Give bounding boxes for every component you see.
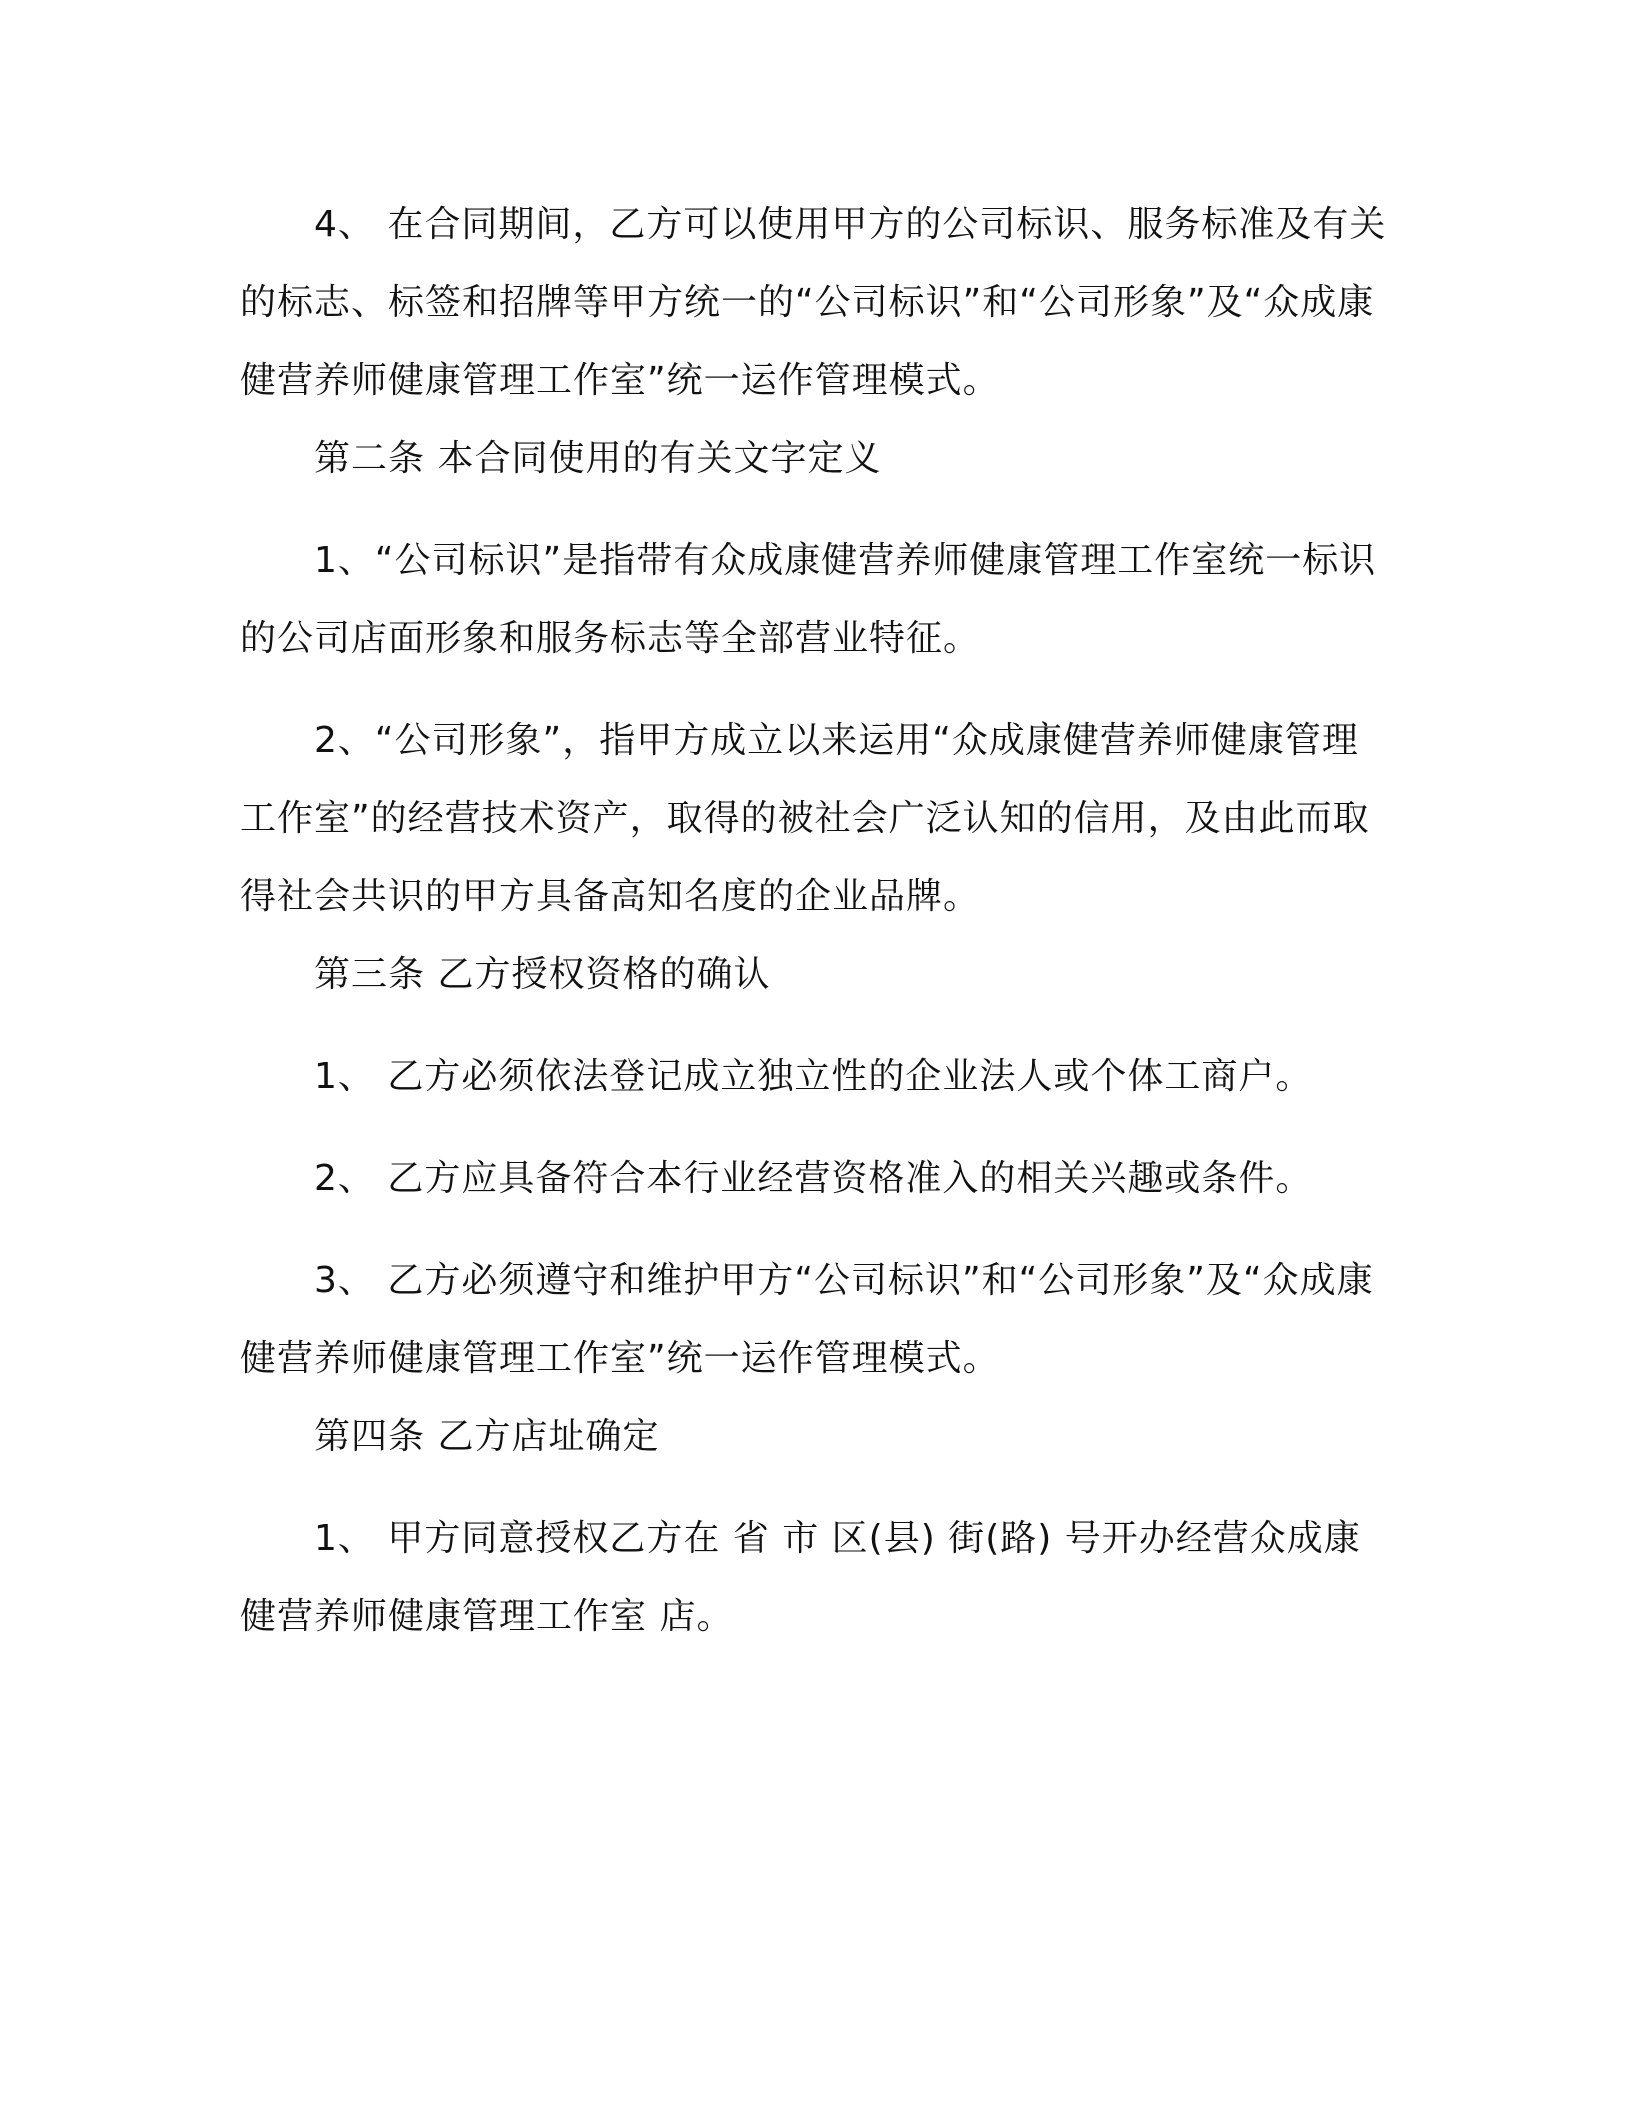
clause-2-2: 2、“公司形象”，指甲方成立以来运用“众成康健营养师健康管理工作室”的经营技术资产，取得的被社会广泛认知的信用，及由此而取得社会共识的甲方具备高知名度的企业品牌。 xyxy=(240,720,1370,917)
document-body xyxy=(240,186,1390,1656)
clause-3-3: 3、 乙方必须遵守和维护甲方“公司标识”和“公司形象”及“众成康健营养师健康管理工作室”统一运作管理模式。 xyxy=(240,1260,1374,1379)
article-4-heading: 第四条 乙方店址确定 xyxy=(314,1416,660,1457)
clause-2-1: 1、“公司标识”是指带有众成康健营养师健康管理工作室统一标识的公司店面形象和服务标志等全部营业特征。 xyxy=(240,540,1377,659)
clause-3-1: 1、 乙方必须依法登记成立独立性的企业法人或个体工商户。 xyxy=(314,1056,1313,1097)
clause-4-1: 1、 甲方同意授权乙方在 省 市 区(县) 街(路) 号开办经营众成康健营养师健康管理工作室 店。 xyxy=(240,1518,1361,1637)
clause-3-2: 2、 乙方应具备符合本行业经营资格准入的相关兴趣或条件。 xyxy=(314,1158,1313,1199)
clause-1-4: 4、 在合同期间，乙方可以使用甲方的公司标识、服务标准及有关的标志、标签和招牌等甲方统一的“公司标识”和“公司形象”及“众成康健营养师健康管理工作室”统一运作管理模式。 xyxy=(240,204,1387,401)
article-3-heading: 第三条 乙方授权资格的确认 xyxy=(314,954,771,995)
article-2-heading: 第二条 本合同使用的有关文字定义 xyxy=(314,438,882,479)
